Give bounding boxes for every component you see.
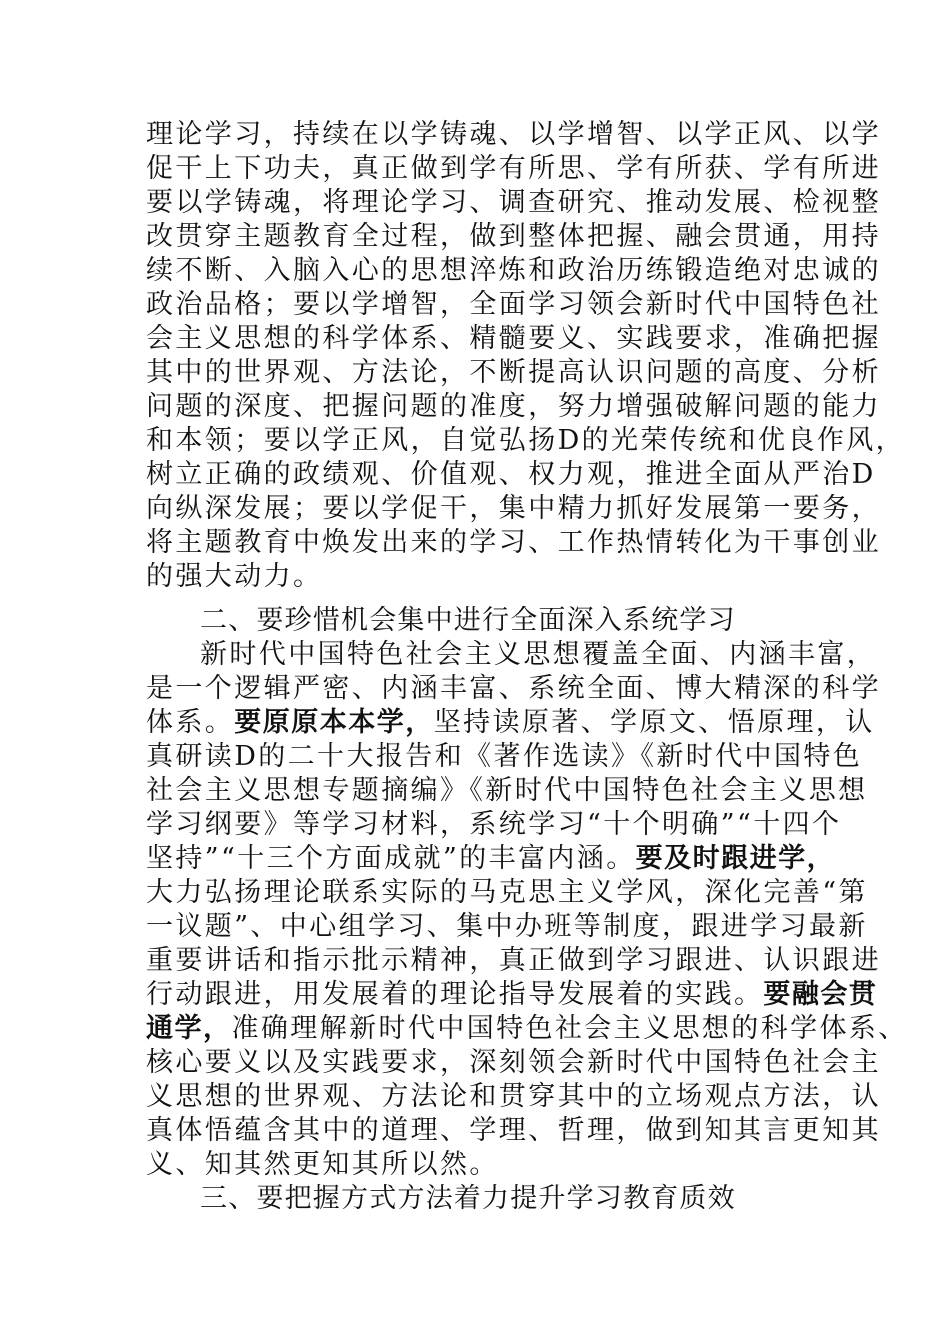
text-line: 核心要义以及实践要求，深刻领会新时代中国特色社会主: [146, 1047, 881, 1078]
text-line: [146, 978, 878, 1012]
plain-text: 准确理解新时代中国特色社会主义思想的科学体系、: [231, 1013, 908, 1044]
plain-text: 行动跟进，用发展着的理论指导发展着的实践。: [146, 979, 764, 1010]
text-line: 真体悟蕴含其中的道理、学理、哲理，做到知其言更知其: [146, 1115, 881, 1146]
bold-keyphrase: 要及时跟进学，: [635, 843, 836, 874]
text-line: 大力弘扬理论联系实际的马克思主义学风，深化完善“第: [146, 877, 868, 908]
text-line: 会主义思想的科学体系、精髓要义、实践要求，准确把握: [146, 323, 881, 354]
text-line: 政治品格；要以学增智，全面学习领会新时代中国特色社: [146, 289, 881, 320]
text-line: 真研读D的二十大报告和《著作选读》《新时代中国特色: [146, 741, 863, 772]
paragraph-1: [146, 118, 906, 594]
text-line: 理论学习，持续在以学铸魂、以学增智、以学正风、以学: [146, 119, 881, 150]
bold-keyphrase: 要原原本本学，: [234, 707, 434, 738]
text-line: 改贯穿主题教育全过程，做到整体把握、融会贯通，用持: [146, 221, 881, 252]
text-line: 一议题”、中心组学习、集中办班等制度，跟进学习最新: [146, 911, 868, 942]
text-line: 重要讲话和指示批示精神，真正做到学习跟进、认识跟进: [146, 945, 881, 976]
text-line: 学习纲要》等学习材料，系统学习“十个明确”“十四个: [146, 809, 842, 840]
text-line: 新时代中国特色社会主义思想覆盖全面、内涵丰富，: [200, 639, 877, 670]
text-line: 和本领；要以学正风，自觉弘扬D的光荣传统和优良作风，: [146, 425, 906, 456]
text-line: 促干上下功夫，真正做到学有所思、学有所获、学有所进: [146, 153, 881, 184]
text-line: 其中的世界观、方法论，不断提高认识问题的高度、分析: [146, 357, 881, 388]
text-line: 要以学铸魂，将理论学习、调查研究、推动发展、检视整: [146, 187, 881, 218]
text-line: 树立正确的政绩观、价值观、权力观，推进全面从严治D: [146, 459, 876, 490]
section-heading-3: 三、要把握方式方法着力提升学习教育质效: [200, 1183, 736, 1214]
text-line: 是一个逻辑严密、内涵丰富、系统全面、博大精深的科学: [146, 673, 881, 704]
text-line: [146, 1012, 908, 1046]
plain-text: 体系。: [146, 707, 235, 738]
section-2: [146, 604, 908, 1216]
text-line: 的强大动力。: [146, 561, 323, 592]
text-line: 续不断、入脑入心的思想淬炼和政治历练锻造绝对忠诚的: [146, 255, 881, 286]
plain-text: 坚持”“十三个方面成就”的丰富内涵。: [146, 843, 636, 874]
text-line: 义思想的世界观、方法论和贯穿其中的立场观点方法，认: [146, 1081, 881, 1112]
bold-keyphrase: 要融会贯: [763, 979, 878, 1010]
text-line: [146, 706, 875, 740]
text-line: 社会主义思想专题摘编》《新时代中国特色社会主义思想: [146, 775, 868, 806]
text-line: 问题的深度、把握问题的准度，努力增强破解问题的能力: [146, 391, 881, 422]
bold-keyphrase: 通学，: [146, 1013, 232, 1044]
plain-text: 坚持读原著、学原文、悟原理，认: [433, 707, 875, 738]
text-line: [146, 842, 836, 876]
text-line: 向纵深发展；要以学促干，集中精力抓好发展第一要务，: [146, 493, 881, 524]
text-line: 将主题教育中焕发出来的学习、工作热情转化为干事创业: [146, 527, 881, 558]
section-heading-2: 二、要珍惜机会集中进行全面深入系统学习: [200, 605, 736, 636]
text-line: 义、知其然更知其所以然。: [146, 1149, 499, 1180]
